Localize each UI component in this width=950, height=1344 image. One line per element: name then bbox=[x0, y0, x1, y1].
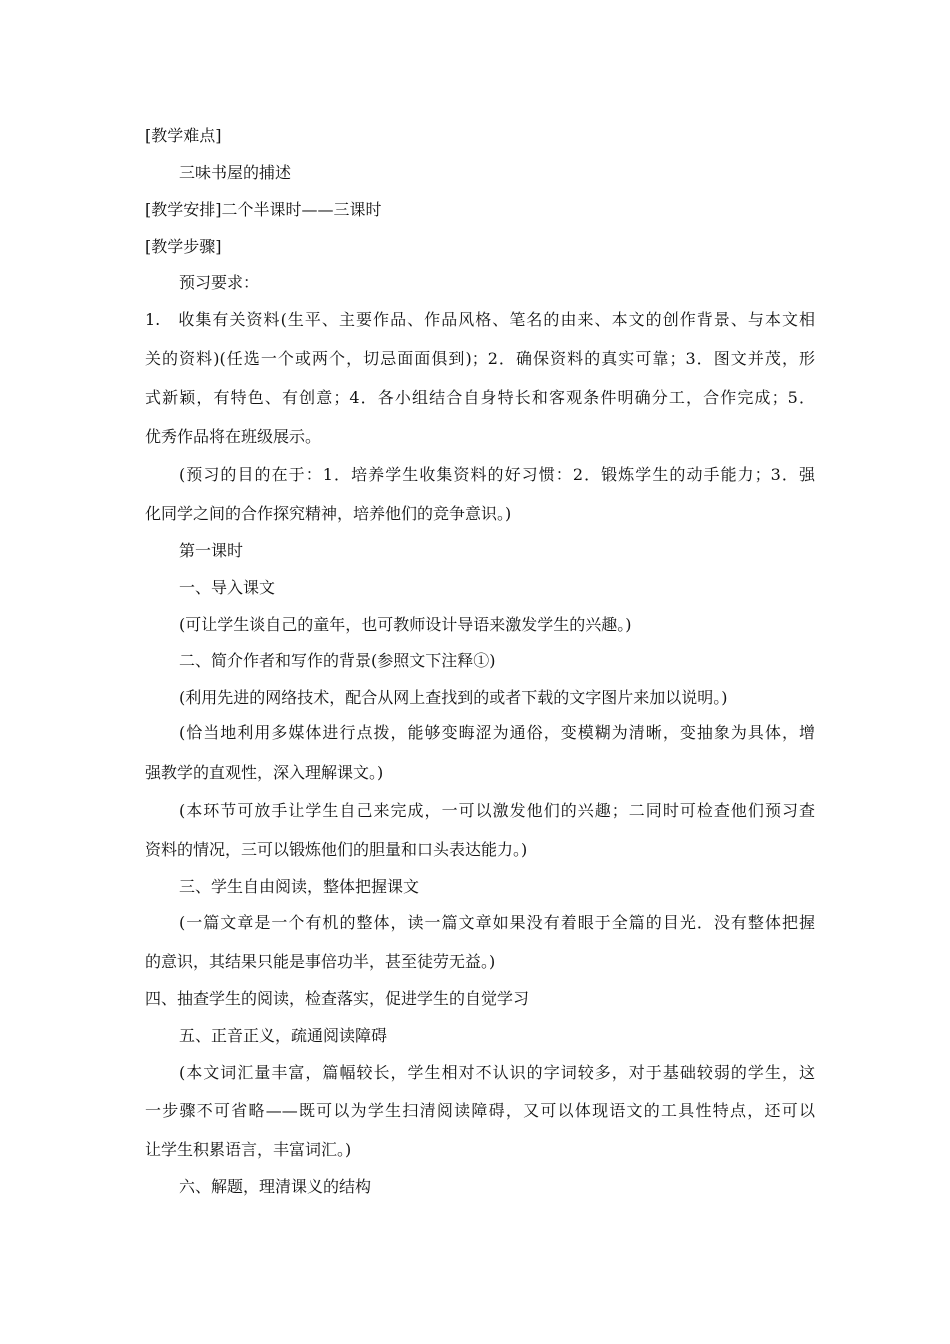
text-line: 关的资料)(任选一个或两个，切忌面面俱到)；2．确保资料的真实可靠；3．图文并茂，形 bbox=[145, 349, 815, 368]
lesson-heading: 第一课时 bbox=[179, 541, 244, 560]
text-line: (本文词汇量丰富，篇幅较长，学生相对不认识的字词较多，对于基础较弱的学生，这 bbox=[179, 1063, 815, 1082]
text-line: (预习的目的在于：1．培养学生收集资料的好习惯：2．锻炼学生的动手能力；3．强 bbox=[179, 465, 815, 484]
text-line: 优秀作品将在班级展示。 bbox=[145, 427, 322, 446]
text-line: (可让学生谈自己的童年，也可教师设计导语来激发学生的兴趣。) bbox=[179, 615, 632, 634]
section-heading-schedule: [教学安排]二个半课时——三课时 bbox=[145, 200, 382, 219]
step-heading: 六、解题，理清课义的结构 bbox=[179, 1177, 372, 1196]
text-line: 资料的情况，三可以锻炼他们的胆量和口头表达能力。) bbox=[145, 840, 528, 859]
step-heading: 三、学生自由阅读，整体把握课文 bbox=[179, 877, 420, 896]
text-line: (利用先进的网络技术，配合从网上查找到的或者下载的文字图片来加以说明。) bbox=[179, 688, 728, 707]
section-heading-steps: [教学步骤] bbox=[145, 237, 222, 256]
text-line: 三味书屋的捕述 bbox=[179, 163, 292, 182]
step-heading: 二、简介作者和写作的背景(参照文下注释①) bbox=[179, 651, 496, 670]
text-line: (一篇文章是一个有机的整体，读一篇文章如果没有着眼于全篇的目光．没有整体把握 bbox=[179, 913, 815, 932]
step-heading: 一、导入课文 bbox=[179, 578, 276, 597]
text-line: (本环节可放手让学生自己来完成，一可以激发他们的兴趣；二同时可检查他们预习查 bbox=[179, 801, 815, 820]
text-line: 1. 收集有关资料(生平、主要作品、作品风格、笔名的由来、本文的创作背景、与本文相 bbox=[145, 310, 815, 329]
text-line: 式新颖，有特色、有创意；4．各小组结合自身特长和客观条件明确分工，合作完成；5． bbox=[145, 388, 815, 407]
step-heading: 四、抽查学生的阅读，检查落实，促进学生的自觉学习 bbox=[145, 989, 530, 1008]
text-line: 的意识，其结果只能是事倍功半，甚至徒劳无益。) bbox=[145, 952, 496, 971]
text-line: 强教学的直观性，深入理解课文。) bbox=[145, 763, 384, 782]
section-heading-difficulty: [教学难点] bbox=[145, 126, 222, 145]
text-line: 让学生积累语言，丰富词汇。) bbox=[145, 1140, 352, 1159]
text-line: (恰当地利用多媒体进行点拨，能够变晦涩为通俗，变模糊为清晰，变抽象为具体，增 bbox=[179, 723, 815, 742]
step-heading: 五、正音正义，疏通阅读障碍 bbox=[179, 1026, 388, 1045]
text-line: 一步骤不可省略——既可以为学生扫清阅读障碍，又可以体现语文的工具性特点，还可以 bbox=[145, 1101, 815, 1120]
text-line: 预习要求： bbox=[179, 273, 260, 292]
text-line: 化同学之间的合作探究精神，培养他们的竞争意识。) bbox=[145, 504, 512, 523]
